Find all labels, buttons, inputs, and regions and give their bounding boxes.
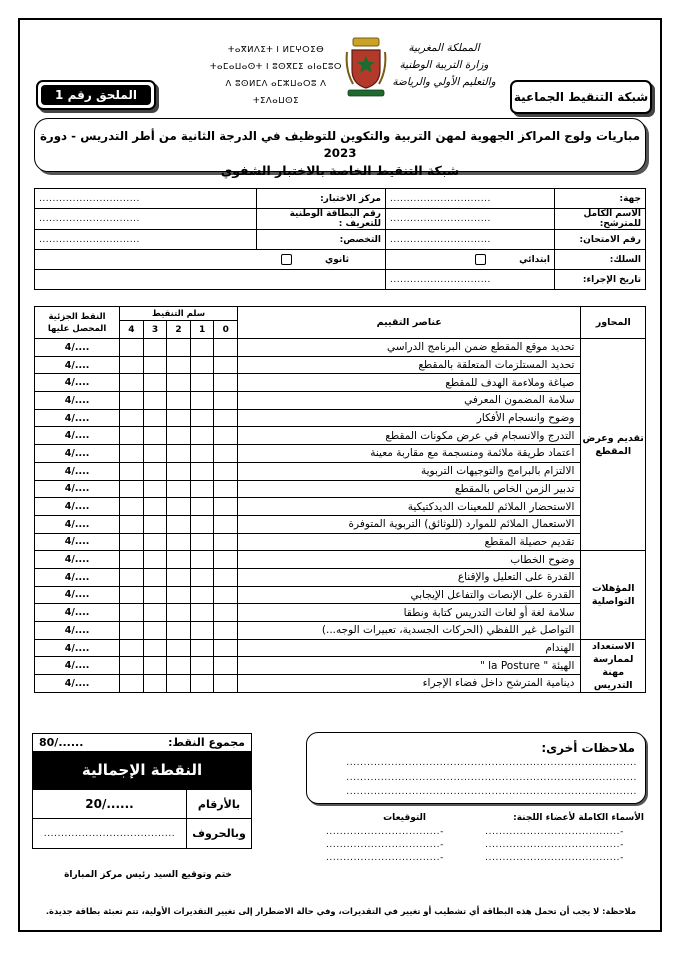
score-cell-0[interactable] <box>214 374 238 392</box>
score-cell-4[interactable] <box>120 604 144 622</box>
score-cell-2[interactable] <box>167 622 191 640</box>
score-cell-3[interactable] <box>143 657 167 675</box>
score-cell-2[interactable] <box>167 427 191 445</box>
score-cell-4[interactable] <box>120 445 144 463</box>
tifinagh-line-3: ⴷ ⵓⵙⵍⵎⴷ ⴰⵎⵣⵡⴰⵔⵓ ⴷ ⵜⵉⴷⴰⵡⵙⵉ <box>225 79 327 106</box>
score-cell-0[interactable] <box>214 657 238 675</box>
sum-row <box>32 733 252 751</box>
criterion-label: تحديد موقع المقطع ضمن البرنامج الدراسي <box>238 339 581 357</box>
criterion-label: التدرج والانسجام في عرض مكونات المقطع <box>238 427 581 445</box>
score-cell-1[interactable] <box>190 533 214 551</box>
partial-score-cell[interactable]: 4/.... <box>35 622 120 640</box>
score-cell-0[interactable] <box>214 533 238 551</box>
score-cell-4[interactable] <box>120 339 144 357</box>
title-line-2: شبكة التنقيط الخاصة بالاختبار الشفوي <box>220 163 460 178</box>
score-cell-0[interactable] <box>214 480 238 498</box>
score-cell-2[interactable] <box>167 374 191 392</box>
partial-score-cell[interactable]: 4/.... <box>35 339 120 357</box>
score-cell-3[interactable] <box>143 356 167 374</box>
axis-label: المؤهلات التواصلية <box>581 551 646 639</box>
score-cell-3[interactable] <box>143 568 167 586</box>
score-cell-3[interactable] <box>143 639 167 657</box>
ministry-name-line-1: وزارة التربية الوطنية <box>399 59 489 71</box>
score-cell-4[interactable] <box>120 639 144 657</box>
notes-box <box>306 732 646 804</box>
region-label: جهة: <box>555 189 646 209</box>
criterion-row <box>35 445 646 463</box>
score-cell-4[interactable] <box>120 356 144 374</box>
partial-score-cell[interactable]: 4/.... <box>35 586 120 604</box>
exam-number-field[interactable]: .............................. <box>386 230 555 250</box>
score-cell-4[interactable] <box>120 409 144 427</box>
partial-score-cell[interactable]: 4/.... <box>35 427 120 445</box>
criterion-label: الاستحضار الملائم للمعينات الديدكتيكية <box>238 498 581 516</box>
score-cell-3[interactable] <box>143 622 167 640</box>
criterion-label: تقديم حصيلة المقطع <box>238 533 581 551</box>
partial-score-cell[interactable]: 4/.... <box>35 675 120 693</box>
criterion-label: دينامية المترشح داخل فضاء الإجراء <box>238 675 581 693</box>
criterion-row <box>35 568 646 586</box>
candidate-info-table <box>34 188 646 290</box>
committee-signature-1[interactable]: .................................- <box>325 827 444 837</box>
criterion-label: القدرة على التعليل والإقناع <box>238 568 581 586</box>
cycle-label: السلك: <box>555 250 646 270</box>
partial-score-cell[interactable]: 4/.... <box>35 657 120 675</box>
score-cell-1[interactable] <box>190 498 214 516</box>
score-cell-3[interactable] <box>143 604 167 622</box>
score-cell-4[interactable] <box>120 622 144 640</box>
score-cell-3[interactable] <box>143 374 167 392</box>
criterion-row <box>35 675 646 693</box>
criterion-row <box>35 657 646 675</box>
region-field[interactable]: .............................. <box>386 189 555 209</box>
score-cell-4[interactable] <box>120 657 144 675</box>
criterion-label: وضوح الخطاب <box>238 551 581 569</box>
score-cell-0[interactable] <box>214 392 238 410</box>
primary-label: ابتدائي <box>519 255 550 265</box>
score-cell-3[interactable] <box>143 533 167 551</box>
secondary-label: ثانوي <box>324 255 349 265</box>
score-cell-0[interactable] <box>214 675 238 693</box>
score-cell-1[interactable] <box>190 409 214 427</box>
criterion-label: صياغة وملاءمة الهدف للمقطع <box>238 374 581 392</box>
date-label: تاريخ الإجراء: <box>555 270 646 290</box>
score-cell-4[interactable] <box>120 551 144 569</box>
score-cell-0[interactable] <box>214 445 238 463</box>
score-cell-3[interactable] <box>143 392 167 410</box>
partial-score-cell[interactable]: 4/.... <box>35 374 120 392</box>
criterion-row <box>35 551 646 569</box>
score-cell-1[interactable] <box>190 480 214 498</box>
score-cell-1[interactable] <box>190 551 214 569</box>
criterion-row <box>35 427 646 445</box>
score-cell-1[interactable] <box>190 586 214 604</box>
score-cell-2[interactable] <box>167 639 191 657</box>
criterion-row <box>35 515 646 533</box>
criterion-label: اعتماد طريقة ملائمة ومنسجمة مع مقاربة معينة <box>238 445 581 463</box>
criterion-label: سلامة المضمون المعرفي <box>238 392 581 410</box>
score-cell-1[interactable] <box>190 515 214 533</box>
words-row <box>32 819 252 849</box>
criterion-row <box>35 622 646 640</box>
scale-3: 3 <box>143 321 167 339</box>
score-cell-0[interactable] <box>214 568 238 586</box>
ministry-arabic <box>390 40 498 91</box>
score-cell-1[interactable] <box>190 445 214 463</box>
score-cell-0[interactable] <box>214 356 238 374</box>
score-cell-0[interactable] <box>214 622 238 640</box>
title-line-1: مباريات ولوج المراكز الجهوية لمهن التربية والتكوين للتوظيف في الدرجة الثانية من أطر التدريس - دورة 2023 <box>39 129 641 160</box>
committee-section <box>306 813 644 873</box>
secondary-option[interactable] <box>35 250 386 270</box>
criterion-row <box>35 392 646 410</box>
score-cell-0[interactable] <box>214 462 238 480</box>
digits-value[interactable]: 20/...... <box>85 797 134 811</box>
score-cell-0[interactable] <box>214 604 238 622</box>
tifinagh-line-2: ⵜⴰⵎⴰⵡⴰⵙⵜ ⵏ ⵓⵙⴳⵎⵉ ⴰⵏⴰⵎⵓⵔ <box>210 62 342 72</box>
partial-score-cell[interactable]: 4/.... <box>35 639 120 657</box>
form-page <box>18 18 662 932</box>
criterion-row <box>35 639 646 657</box>
score-cell-1[interactable] <box>190 675 214 693</box>
score-cell-4[interactable] <box>120 586 144 604</box>
totals-block <box>32 733 252 851</box>
words-label: وبالحروف <box>186 819 251 848</box>
axis-label: تقديم وعرض المقطع <box>581 339 646 551</box>
criterion-row <box>35 462 646 480</box>
grid-label-box <box>510 80 652 114</box>
score-cell-4[interactable] <box>120 498 144 516</box>
overall-score-label: النقطة الإجمالية <box>32 751 252 789</box>
score-cell-0[interactable] <box>214 339 238 357</box>
elements-header: عناصر التقييم <box>238 307 581 339</box>
exam-center-field[interactable]: .............................. <box>35 189 257 209</box>
partial-score-cell[interactable]: 4/.... <box>35 533 120 551</box>
score-cell-4[interactable] <box>120 374 144 392</box>
stamp-label: ختم وتوقيع السيد رئيس مركز المباراة <box>64 870 232 880</box>
committee-signature-2[interactable]: .................................- <box>325 840 444 850</box>
national-id-label: رقم البطاقة الوطنية للتعريف : <box>257 209 386 230</box>
committee-signatures-label: التوقيعات <box>383 813 426 823</box>
criterion-row <box>35 480 646 498</box>
score-cell-2[interactable] <box>167 498 191 516</box>
kingdom-emblem-icon <box>344 36 388 100</box>
score-cell-1[interactable] <box>190 374 214 392</box>
scale-4: 4 <box>120 321 144 339</box>
score-cell-2[interactable] <box>167 409 191 427</box>
committee-names-label: الأسماء الكاملة لأعضاء اللجنة: <box>513 813 644 823</box>
score-cell-4[interactable] <box>120 392 144 410</box>
score-cell-3[interactable] <box>143 675 167 693</box>
criterion-label: الاستعمال الملائم للموارد (للوثائق) التربوية المتوفرة <box>238 515 581 533</box>
score-cell-4[interactable] <box>120 480 144 498</box>
score-cell-3[interactable] <box>143 551 167 569</box>
scale-0: 0 <box>214 321 238 339</box>
partial-header: النقط الجزئية المحصل عليها <box>35 307 120 339</box>
annex-label-box <box>36 80 156 110</box>
score-cell-0[interactable] <box>214 639 238 657</box>
score-cell-0[interactable] <box>214 427 238 445</box>
criterion-label: القدرة على الإنصات والتفاعل الإيجابي <box>238 586 581 604</box>
notes-label: ملاحظات أخرى: <box>541 741 635 755</box>
criterion-label: الهندام <box>238 639 581 657</box>
criterion-label: الالتزام بالبرامج والتوجيهات التربوية <box>238 462 581 480</box>
score-cell-3[interactable] <box>143 586 167 604</box>
partial-score-cell[interactable]: 4/.... <box>35 409 120 427</box>
score-cell-1[interactable] <box>190 427 214 445</box>
score-cell-2[interactable] <box>167 339 191 357</box>
exam-center-label: مركز الاختبار: <box>257 189 386 209</box>
national-id-field[interactable]: .............................. <box>35 209 257 230</box>
footer-note: ملاحظة: لا يجب أن تحمل هذه البطاقة أي تشطيب أو تغيير في التقديرات، وفي حالة الاضطرار إلى تغيير التقديرات الأولية، تتم تعبئة بطاقة جديدة. <box>45 906 636 916</box>
criterion-label: الهيئة " la Posture " <box>238 657 581 675</box>
criterion-row <box>35 374 646 392</box>
partial-score-cell[interactable]: 4/.... <box>35 480 120 498</box>
score-cell-1[interactable] <box>190 639 214 657</box>
score-cell-1[interactable] <box>190 392 214 410</box>
ministry-name-line-2: والتعليم الأولي والرياضة <box>392 76 496 88</box>
sum-value[interactable]: 80/...... <box>39 736 84 749</box>
specialty-label: التخصص: <box>257 230 386 250</box>
digits-row <box>32 789 252 819</box>
score-cell-2[interactable] <box>167 657 191 675</box>
score-cell-1[interactable] <box>190 462 214 480</box>
score-cell-3[interactable] <box>143 498 167 516</box>
score-cell-3[interactable] <box>143 409 167 427</box>
words-value[interactable]: ...................................... <box>43 828 176 839</box>
committee-signature-3[interactable]: .................................- <box>325 853 444 863</box>
score-cell-3[interactable] <box>143 462 167 480</box>
partial-score-cell[interactable]: 4/.... <box>35 392 120 410</box>
score-cell-3[interactable] <box>143 339 167 357</box>
criterion-label: التواصل غير اللفظي (الحركات الجسدية، تعبيرات الوجه...) <box>238 622 581 640</box>
primary-checkbox[interactable] <box>475 254 486 265</box>
notes-line-3[interactable]: .................................................................................... <box>346 787 637 797</box>
criterion-row <box>35 409 646 427</box>
score-cell-2[interactable] <box>167 604 191 622</box>
criterion-label: وضوح وانسجام الأفكار <box>238 409 581 427</box>
criterion-row <box>35 533 646 551</box>
axis-label: الاستعداد لممارسة مهنة التدريس <box>581 639 646 692</box>
score-cell-2[interactable] <box>167 675 191 693</box>
score-cell-0[interactable] <box>214 551 238 569</box>
scale-2: 2 <box>167 321 191 339</box>
committee-name-3[interactable]: -....................................... <box>485 853 624 863</box>
score-cell-3[interactable] <box>143 515 167 533</box>
score-cell-3[interactable] <box>143 445 167 463</box>
kingdom-name: المملكة المغربية <box>408 42 480 54</box>
partial-score-cell[interactable]: 4/.... <box>35 515 120 533</box>
partial-score-cell[interactable]: 4/.... <box>35 498 120 516</box>
score-cell-4[interactable] <box>120 675 144 693</box>
sum-label: مجموع النقط: <box>168 736 245 749</box>
score-cell-2[interactable] <box>167 445 191 463</box>
partial-score-cell[interactable]: 4/.... <box>35 445 120 463</box>
title-box <box>34 118 646 178</box>
score-cell-0[interactable] <box>214 498 238 516</box>
committee-name-1[interactable]: -....................................... <box>485 827 624 837</box>
score-cell-2[interactable] <box>167 533 191 551</box>
criterion-label: سلامة لغة أو لغات التدريس كتابة ونطقا <box>238 604 581 622</box>
score-cell-1[interactable] <box>190 356 214 374</box>
score-cell-2[interactable] <box>167 515 191 533</box>
score-cell-2[interactable] <box>167 586 191 604</box>
partial-score-cell[interactable]: 4/.... <box>35 356 120 374</box>
scale-header: سلم التنقيط <box>120 307 238 321</box>
score-cell-4[interactable] <box>120 533 144 551</box>
score-cell-4[interactable] <box>120 462 144 480</box>
ministry-tifinagh <box>206 42 346 110</box>
partial-score-cell[interactable]: 4/.... <box>35 462 120 480</box>
score-cell-0[interactable] <box>214 409 238 427</box>
digits-label: بالأرقام <box>186 790 251 818</box>
date-blank <box>35 270 386 290</box>
score-cell-1[interactable] <box>190 604 214 622</box>
criterion-row <box>35 339 646 357</box>
secondary-checkbox[interactable] <box>281 254 292 265</box>
score-cell-2[interactable] <box>167 568 191 586</box>
score-cell-0[interactable] <box>214 515 238 533</box>
score-cell-3[interactable] <box>143 480 167 498</box>
tifinagh-line-1: ⵜⴰⴳⵍⴷⵉⵜ ⵏ ⵍⵎⵖⵔⵉⴱ <box>227 45 325 55</box>
partial-score-cell[interactable]: 4/.... <box>35 551 120 569</box>
criterion-label: تدبير الزمن الخاص بالمقطع <box>238 480 581 498</box>
criterion-row <box>35 498 646 516</box>
score-cell-3[interactable] <box>143 427 167 445</box>
score-cell-1[interactable] <box>190 622 214 640</box>
score-cell-2[interactable] <box>167 480 191 498</box>
primary-option[interactable] <box>386 250 555 270</box>
partial-score-cell[interactable]: 4/.... <box>35 568 120 586</box>
grid-label: شبكة التنقيط الجماعية <box>513 90 649 104</box>
score-cell-2[interactable] <box>167 392 191 410</box>
criterion-row <box>35 604 646 622</box>
notes-line-1[interactable]: .................................................................................... <box>346 758 637 768</box>
date-field[interactable]: .............................. <box>386 270 555 290</box>
score-cell-1[interactable] <box>190 657 214 675</box>
specialty-field[interactable]: .............................. <box>35 230 257 250</box>
annex-label: الملحق رقم 1 <box>41 85 151 105</box>
score-cell-2[interactable] <box>167 551 191 569</box>
exam-number-label: رقم الامتحان: <box>555 230 646 250</box>
scale-1: 1 <box>190 321 214 339</box>
score-cell-4[interactable] <box>120 568 144 586</box>
score-cell-0[interactable] <box>214 586 238 604</box>
axes-header: المحاور <box>581 307 646 339</box>
committee-name-2[interactable]: -....................................... <box>485 840 624 850</box>
partial-score-cell[interactable]: 4/.... <box>35 604 120 622</box>
score-cell-4[interactable] <box>120 515 144 533</box>
score-cell-2[interactable] <box>167 356 191 374</box>
score-cell-1[interactable] <box>190 339 214 357</box>
criterion-row <box>35 586 646 604</box>
criterion-row <box>35 356 646 374</box>
score-cell-1[interactable] <box>190 568 214 586</box>
full-name-field[interactable]: .............................. <box>386 209 555 230</box>
score-cell-2[interactable] <box>167 462 191 480</box>
score-cell-4[interactable] <box>120 427 144 445</box>
evaluation-grid <box>34 306 646 693</box>
notes-line-2[interactable]: .................................................................................... <box>346 773 637 783</box>
full-name-label: الاسم الكامل للمترشح: <box>555 209 646 230</box>
criterion-label: تحديد المستلزمات المتعلقة بالمقطع <box>238 356 581 374</box>
